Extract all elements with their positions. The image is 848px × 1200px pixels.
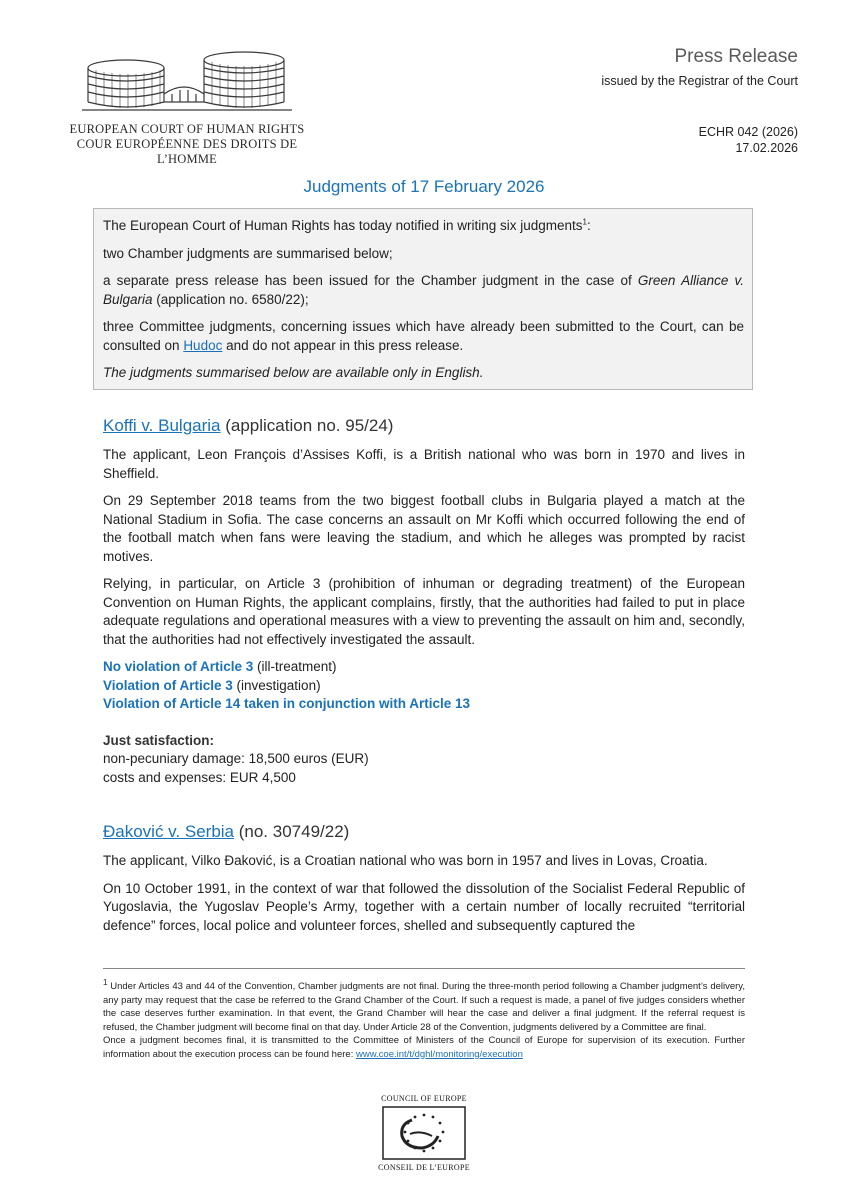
case-title-link[interactable]: Koffi v. Bulgaria (103, 416, 221, 435)
english-only-text: The judgments summarised below are available only in English. (103, 365, 484, 380)
release-date: 17.02.2026 (735, 141, 798, 155)
footnote-ref[interactable]: 1 (582, 217, 587, 227)
case-koffi (103, 416, 745, 787)
council-of-europe-logo (374, 1094, 474, 1172)
footnote-body-1: Under Articles 43 and 44 of the Convention, Chamber judgments are not final. During the three-month period following a Chamber judgment’s delivery, any party may request that the case be referred to the Grand Chamber of the Court. If such a request is made, a panel of five judges considers whether the case deserves further examination. In that event, the Grand Chamber will hear the case and deliver a final judgment. If the referral request is refused, the Chamber judgment will become final on that day. Under Article 28 of the Convention, judgments delivered by a Committee are final. (103, 981, 745, 1033)
footnote-divider (103, 968, 745, 969)
summary-intro-end: : (586, 218, 591, 233)
verdict-list (103, 658, 745, 714)
separate-case-name: Green Alliance v. Bulgaria (103, 273, 745, 307)
reference-block (699, 124, 798, 156)
verdict-bold: No violation of Article 3 (103, 659, 254, 674)
separate-text-a: a separate press release has been issued for the Chamber judgment in the case of (103, 273, 638, 288)
summary-separate-line (103, 272, 744, 309)
case-title (103, 822, 745, 842)
page-title: Judgments of 17 February 2026 (303, 177, 545, 196)
just-satisfaction-line: non-pecuniary damage: 18,500 euros (EUR) (103, 751, 369, 766)
case-paragraph: Relying, in particular, on Article 3 (prohibition of inhuman or degrading treatment) of the European Convention on Human Rights, the applicant complains, firstly, that the authorities had failed to put in place adequate regulations and operational measures with a view to preventing the assault on him and, secondly, that the authorities had not effectively investigated the assault. (103, 576, 745, 647)
issued-by: issued by the Registrar of the Court (601, 74, 798, 88)
verdict-bold: Violation of Article 14 taken in conjunction with Article 13 (103, 696, 471, 711)
committee-text-b: and do not appear in this press release. (222, 337, 464, 353)
case-paragraph: The applicant, Leon François d’Assises Koffi, is a British national who was born in 1970 and lives in Sheffield. (103, 447, 745, 481)
case-dakovic (103, 822, 745, 944)
verdict-item (103, 677, 745, 696)
footnote-marker: 1 (103, 977, 108, 987)
footnote-text-2 (103, 1034, 745, 1061)
press-release-header (601, 46, 798, 88)
summary-english-only (103, 364, 744, 383)
summary-chamber-line: two Chamber judgments are summarised below; (103, 245, 393, 261)
case-title-link[interactable]: Đaković v. Serbia (103, 822, 235, 841)
coe-name-en: COUNCIL OF EUROPE (381, 1094, 467, 1103)
case-title-rest: (application no. 95/24) (220, 416, 394, 435)
case-paragraph: The applicant, Vilko Đaković, is a Croatian national who was born in 1957 and lives in Lovas, Croatia. (103, 853, 708, 868)
separate-text-b: (application no. 6580/22); (152, 291, 309, 307)
case-paragraph: On 29 September 2018 teams from the two biggest football clubs in Bulgaria played a match at the National Stadium in Sofia. The case concerns an assault on Mr Koffi which occurred following the end of the football match when fans were leaving the stadium, and which he alleges was prompted by racist motives. (103, 493, 745, 564)
footnote (103, 977, 745, 1061)
reference-number: ECHR 042 (2026) (698, 125, 798, 139)
case-paragraph: On 10 October 1991, in the context of war that followed the dissolution of the Socialist Federal Republic of Yugoslavia, the Yugoslav People’s Army, together with a certain number of locally recruited “territorial defence” forces, local police and volunteer forces, shelled and subsequently captured the (103, 880, 745, 933)
court-logo (52, 44, 322, 167)
hudoc-link[interactable]: Hudoc (183, 337, 223, 353)
execution-link[interactable]: www.coe.int/t/dghl/monitoring/execution (355, 1048, 523, 1060)
footnote-body-2: Once a judgment becomes final, it is transmitted to the Committee of Ministers of the Council of Europe for supervision of its execution. Further information about the execution process can be found here: (103, 1035, 745, 1060)
coe-name-fr: CONSEIL DE L’EUROPE (378, 1163, 470, 1172)
court-building-icon (80, 44, 294, 116)
just-satisfaction (103, 732, 745, 788)
coe-emblem-icon (382, 1106, 466, 1160)
summary-intro-text: The European Court of Human Rights has today notified in writing six judgments (103, 218, 583, 233)
just-satisfaction-heading: Just satisfaction: (103, 732, 215, 748)
committee-text-a: three Committee judgments, concerning issues which have already been submitted to the Court, can be consulted on (103, 319, 744, 353)
summary-committee-line (103, 318, 744, 355)
verdict-rest: (ill-treatment) (253, 659, 337, 674)
summary-intro (103, 217, 744, 236)
footnote-text-1 (103, 977, 745, 1034)
court-name-fr: COUR EUROPÉENNE DES DROITS DE L’HOMME (76, 137, 298, 166)
summary-box (93, 208, 753, 390)
just-satisfaction-line: costs and expenses: EUR 4,500 (103, 769, 296, 785)
verdict-item (103, 658, 745, 677)
press-release-label: Press Release (674, 46, 798, 67)
verdict-bold: Violation of Article 3 (103, 677, 233, 693)
verdict-rest: (investigation) (232, 677, 321, 693)
court-name-en: EUROPEAN COURT OF HUMAN RIGHTS (69, 122, 305, 136)
case-title-rest: (no. 30749/22) (234, 822, 350, 841)
verdict-item (103, 695, 745, 714)
case-title (103, 416, 745, 436)
